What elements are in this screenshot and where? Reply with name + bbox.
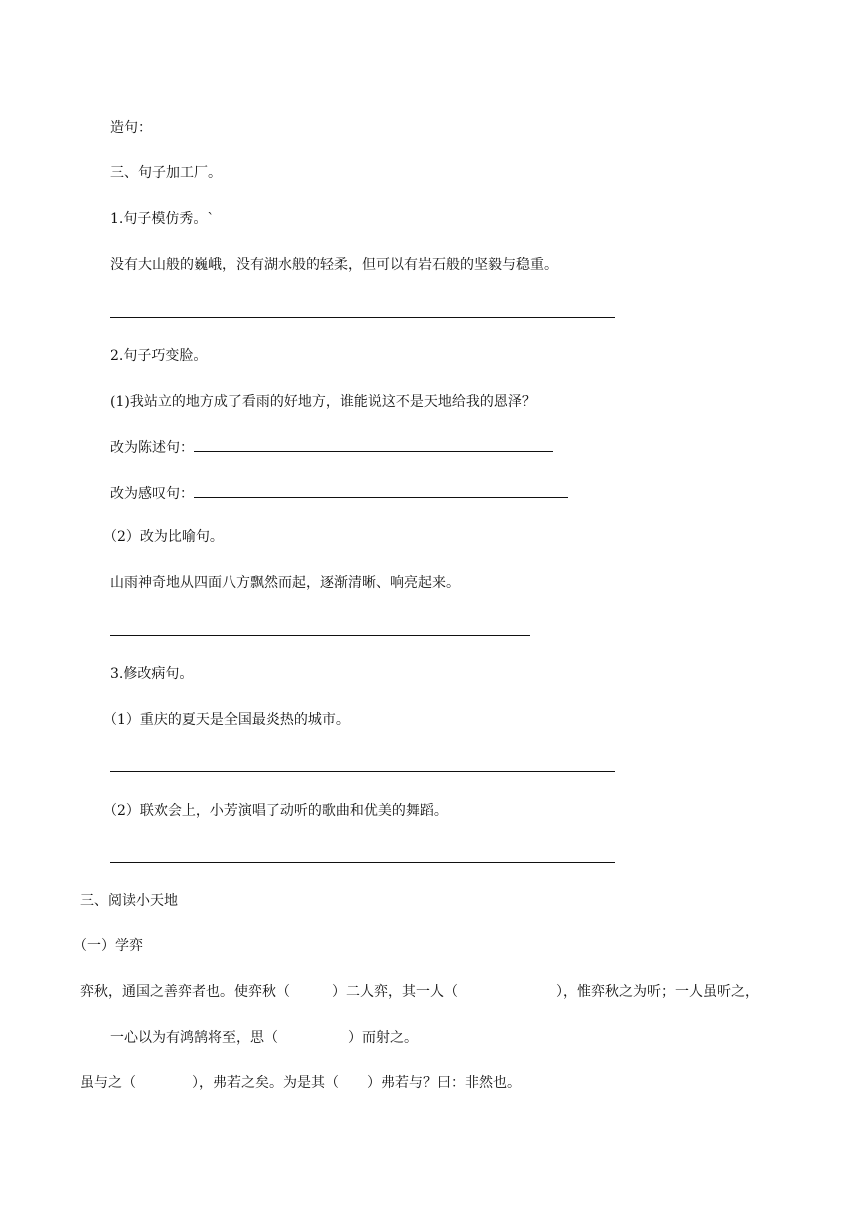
zaoju-label: 造句： [110, 120, 152, 136]
answer-line[interactable] [110, 771, 615, 772]
item-2-heading: 2.句子巧变脸。 [110, 348, 208, 364]
answer-line[interactable] [110, 317, 615, 318]
passage-line-2: 一心以为有鸿鹄将至，思（ ）而射之。 [110, 1030, 418, 1046]
reading-subtitle: （一）学弈 [73, 938, 143, 954]
answer-line[interactable] [110, 635, 530, 636]
passage-line-3: 虽与之（ ），弗若之矣。为是其（ ）弗若与？曰：非然也。 [80, 1075, 521, 1091]
statement-row [110, 437, 553, 458]
item-1-heading: 1.句子模仿秀。` [110, 211, 215, 227]
passage-line-1: 弈秋，通国之善弈者也。使弈秋（ ）二人弈，其一人（ ），惟弈秋之为听；一人虽听之， [80, 984, 759, 1000]
item-3-heading: 3.修改病句。 [110, 666, 194, 682]
answer-line[interactable] [110, 862, 615, 863]
item-2-question-2: （2）改为比喻句。 [103, 529, 224, 545]
exclaim-row [110, 483, 568, 504]
answer-line[interactable] [194, 483, 568, 498]
statement-label: 改为陈述句： [110, 440, 194, 456]
section-3-title: 三、句子加工厂。 [110, 165, 222, 181]
answer-line[interactable] [194, 437, 553, 452]
item-2-question-2-text: 山雨神奇地从四面八方飘然而起，逐渐清晰、响亮起来。 [110, 575, 460, 591]
item-1-example-sentence: 没有大山般的巍峨，没有湖水般的轻柔，但可以有岩石般的坚毅与稳重。 [110, 257, 558, 273]
item-2-question-1: (1)我站立的地方成了看雨的好地方，谁能说这不是天地给我的恩泽？ [110, 394, 536, 410]
item-3-question-2: （2）联欢会上，小芳演唱了动听的歌曲和优美的舞蹈。 [103, 803, 448, 819]
reading-section-title: 三、阅读小天地 [80, 893, 178, 909]
exclaim-label: 改为感叹句： [110, 486, 194, 502]
item-3-question-1: （1）重庆的夏天是全国最炎热的城市。 [103, 712, 350, 728]
